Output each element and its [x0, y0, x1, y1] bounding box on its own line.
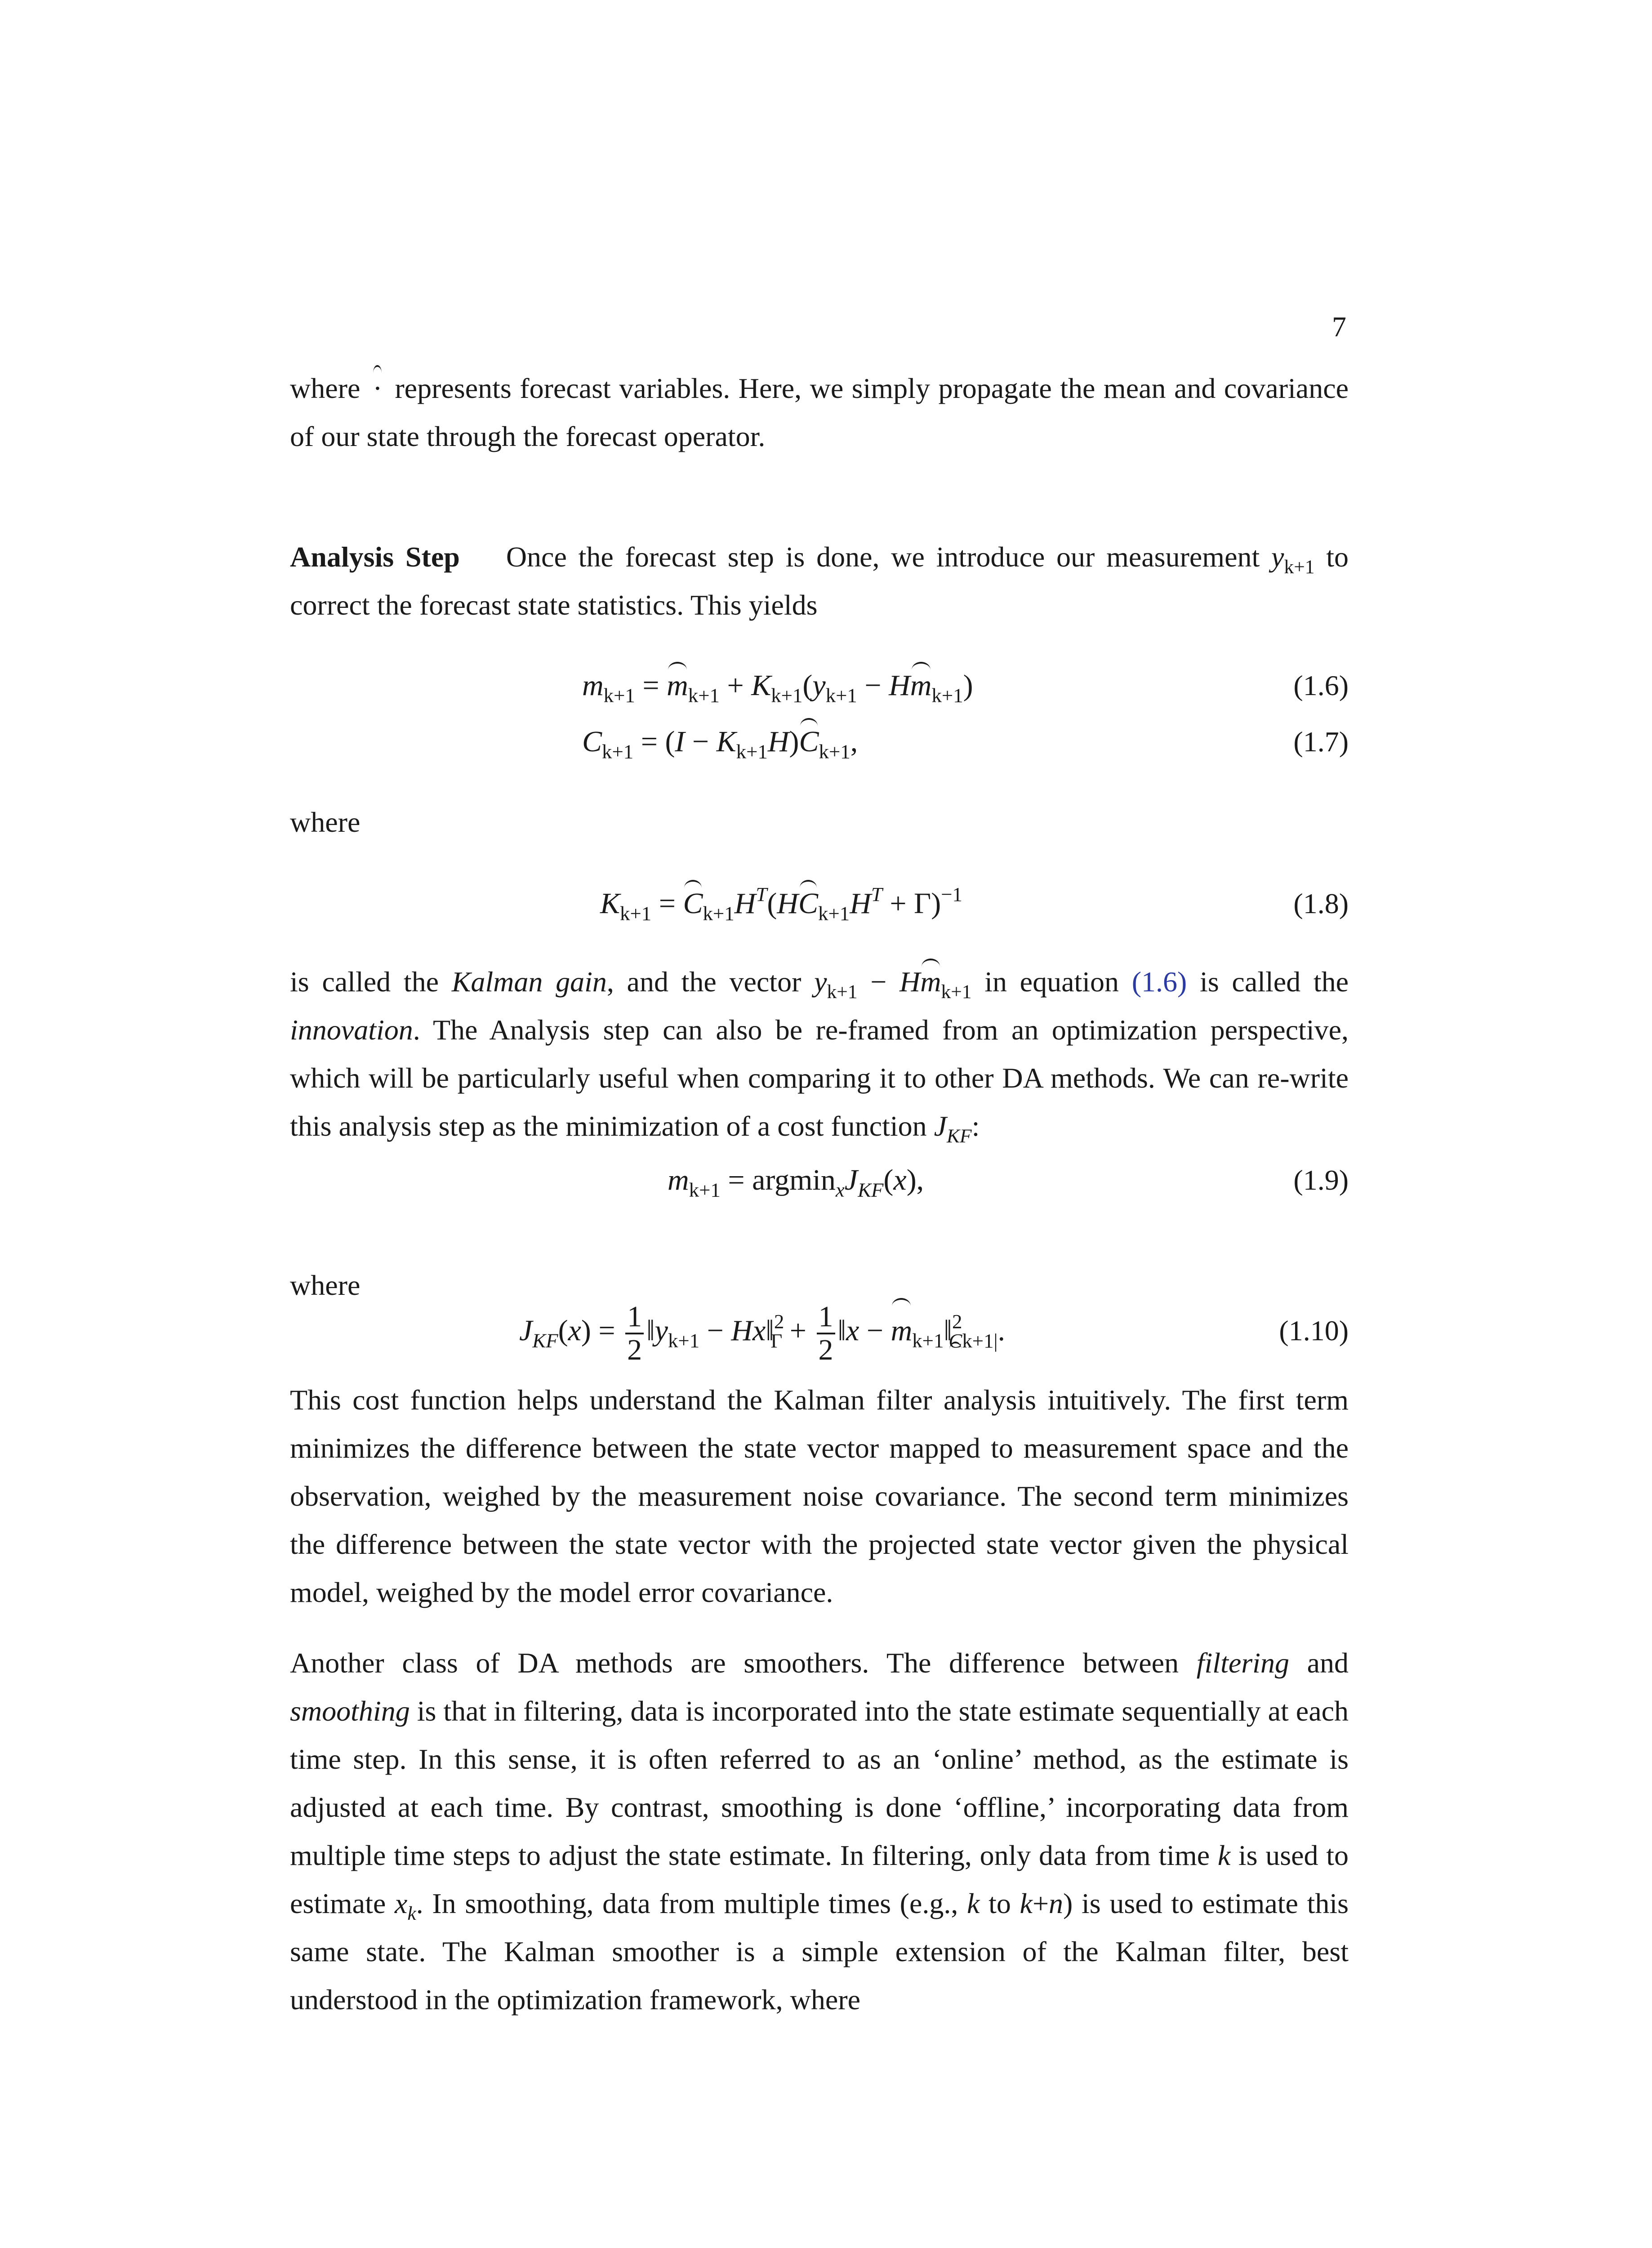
where-label-2: where	[290, 1269, 361, 1301]
paragraph-cost-function: This cost function helps understand the Kalman filter analysis intuitively. The first term minimizes the difference between the state vector mapped to measurement space and the observation, weighed by the measurement noise covariance. The second term minimizes the difference between the state vector with the projected state vector given the physical model, weighed by the model error covariance.	[290, 1384, 1349, 1608]
equation-reference-link[interactable]: (1.6)	[1131, 966, 1187, 998]
page-number: 7	[1332, 311, 1346, 343]
equation-1-10: $J_{KF}(x)$ = $\frac{1}{2}$ $‖y_{k+1}$ − Hx‖$^2_\Gamma$ + $\frac{1}{2}$ ‖x − $m_{k+1}‖^2_{Ck+1|}$. (1.10)	[290, 1297, 1349, 1365]
equation-1-7: $C_{k+1} = (I - K_{k+1}H)C_{k+1}$, (1.7)	[290, 717, 1349, 767]
where-label-1: where	[290, 806, 361, 838]
hat-symbol: ·	[369, 364, 387, 412]
equation-1-6: $m_{k+1} = m_{k+1} + K_{k+1}(y_{k+1} - Hm_{k+1})$ (1.6)	[290, 661, 1349, 710]
paragraph-kalman-gain: is called the Kalman gain, and the vector $y_{k+1} - Hm_{k+1}$ in equation (1.6) is called the innovation. The Analysis step can also be re-framed from an optimization perspective, which will be particularly useful when comparing it to other DA methods. We can re-write this analysis step as the minimization of a cost function $J_{KF}$:	[290, 958, 1349, 1150]
equation-1-9: $m_{k+1} = argmin_xJ_{KF}(x)$, (1.9)	[668, 1164, 1349, 1201]
analysis-heading: Analysis Step	[290, 541, 460, 573]
paragraph-analysis-step: Analysis Step Once the forecast step is done, we introduce our measurement $y_{k+1}$ to correct the forecast state statistics. This yields	[290, 541, 1349, 621]
paragraph-smoothers: Another class of DA methods are smoothers. The difference between filtering and smoothing is that in filtering, data is incorporated into the state estimate sequentially at each time step. In this sense, it is often referred to as an ‘online’ method, as the estimate is adjusted at each time. By contrast, smoothing is done ‘offline,’ incorporating data from multiple time steps to adjust the state estimate. In filtering, only data from time k is used to estimate $x_k$. In smoothing, data from multiple times (e.g., k to k+n) is used to estimate this same state. The Kalman smoother is a simple extension of the Kalman filter, best understood in the optimization framework, where	[290, 1647, 1349, 2016]
equation-1-8: $K_{k+1} = C_{k+1}H^T(HC_{k+1}H^T + \Gamma)^{-1}$ (1.8)	[290, 879, 1349, 928]
paragraph-forecast: where · represents forecast variables. Here, we simply propagate the mean and covariance of our state through the forecast operator.	[290, 364, 1349, 460]
